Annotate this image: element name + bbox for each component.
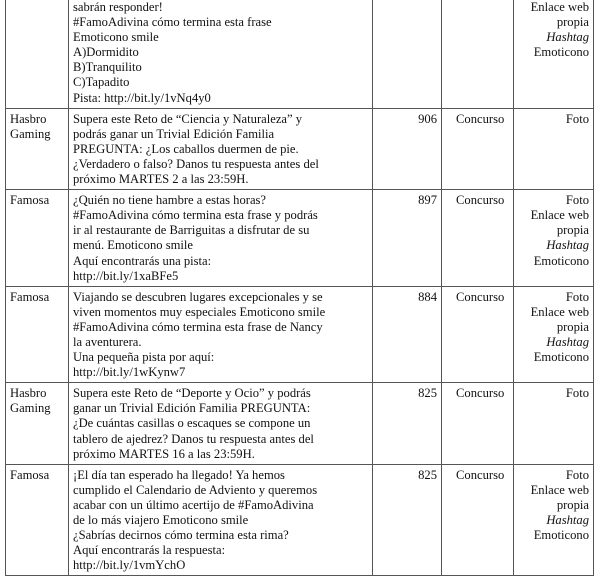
post-type-cell: Concurso — [442, 383, 514, 464]
format-item: Hashtag — [546, 30, 589, 45]
format-item: Foto — [565, 289, 589, 304]
post-text-line: sabrán responder! — [73, 0, 163, 14]
post-type-cell: Concurso — [442, 190, 514, 287]
post-text-line: Emoticono smile — [73, 30, 159, 45]
post-text-line: de lo más viajero Emoticono smile — [73, 513, 249, 527]
brand-name: Famosa — [10, 467, 50, 482]
table-row — [6, 464, 594, 576]
post-text-line: http://bit.ly/1xaBFe5 — [73, 268, 179, 283]
post-type-cell: Concurso — [442, 108, 514, 189]
post-text-line: PREGUNTA: ¿Los caballos duermen de pie. — [73, 141, 299, 156]
format-item: Foto — [565, 386, 589, 401]
format-item: Hashtag — [546, 238, 589, 253]
format-cell — [514, 190, 594, 287]
post-text-line: #FamoAdivina cómo termina esta frase y podrás — [73, 208, 318, 223]
format-item: propia — [556, 15, 589, 30]
interactions-cell: 825 — [373, 383, 442, 464]
brand-name: Gaming — [10, 126, 51, 141]
interactions-cell — [373, 0, 442, 108]
post-text-line: tablero de ajedrez? Danos tu respuesta antes del — [73, 431, 314, 446]
post-text-line: Aquí encontrarás la respuesta: — [73, 543, 226, 558]
post-text-line: viven momentos muy especiales Emoticono smile — [73, 304, 326, 319]
format-cell — [514, 0, 594, 108]
post-text-cell — [69, 383, 373, 464]
post-text-line: #FamoAdivina cómo termina esta frase — [73, 15, 272, 30]
post-text-line: B)Tranquilito — [73, 60, 142, 75]
post-text-line: ganar un Trivial Edición Familia PREGUNTA: — [73, 401, 311, 416]
format-item: Emoticono — [533, 350, 589, 365]
post-text-line: cumplido el Calendario de Adviento y queremos — [73, 482, 318, 497]
table-row — [6, 0, 594, 108]
format-item: Hashtag — [546, 334, 589, 349]
format-item: propia — [556, 223, 589, 238]
post-text-line: Aquí encontrarás una pista: — [73, 253, 212, 268]
post-text-line: A)Dormidito — [73, 45, 139, 60]
posts-table-body — [6, 0, 594, 576]
format-item: propia — [556, 319, 589, 334]
post-type-cell — [442, 0, 514, 108]
table-row — [6, 286, 594, 383]
post-text-line: ¿Sabrías decirnos cómo termina esta rima? — [73, 528, 289, 543]
post-text-line: acabar con un último acertijo de #FamoAdivina — [73, 497, 314, 512]
format-cell — [514, 286, 594, 383]
brand-name: Hasbro — [10, 111, 47, 126]
post-text-cell — [69, 0, 373, 108]
format-item: Enlace web — [530, 208, 589, 223]
brand-cell — [6, 286, 69, 383]
format-cell — [514, 464, 594, 576]
post-text-line: #FamoAdivina cómo termina esta frase de Nancy — [73, 319, 323, 334]
post-text-cell — [69, 108, 373, 189]
interactions-cell: 884 — [373, 286, 442, 383]
brand-cell — [6, 190, 69, 287]
post-text-line: ¡El día tan esperado ha llegado! Ya hemos — [73, 467, 285, 482]
format-item: propia — [556, 497, 589, 512]
format-item: Foto — [565, 193, 589, 208]
post-text-line: próximo MARTES 16 a las 23:59H. — [73, 446, 255, 461]
format-item: Foto — [565, 467, 589, 482]
post-text-line: podrás ganar un Trivial Edición Familia — [73, 126, 275, 141]
post-text-line: http://bit.ly/1wKynw7 — [73, 365, 186, 380]
brand-cell — [6, 0, 69, 108]
post-text-line: ir al restaurante de Barriguitas a disfrutar de su — [73, 223, 310, 238]
posts-table — [5, 0, 594, 576]
table-row — [6, 190, 594, 287]
post-text-cell — [69, 286, 373, 383]
post-text-line: Pista: http://bit.ly/1vNq4y0 — [73, 90, 211, 105]
post-text-line: Supera este Reto de “Deporte y Ocio” y podrás — [73, 386, 311, 401]
brand-cell — [6, 108, 69, 189]
post-text-line: ¿De cuántas casillas o escaques se compone un — [73, 416, 311, 431]
format-item: Emoticono — [533, 45, 589, 60]
post-type-cell: Concurso — [442, 286, 514, 383]
post-text-cell — [69, 464, 373, 576]
interactions-cell: 906 — [373, 108, 442, 189]
post-text-line: Una pequeña pista por aquí: — [73, 350, 215, 365]
post-text-line: ¿Verdadero o falso? Danos tu respuesta antes del — [73, 156, 319, 171]
brand-cell — [6, 464, 69, 576]
brand-name: Gaming — [10, 401, 51, 416]
post-text-line: menú. Emoticono smile — [73, 238, 193, 253]
interactions-cell: 897 — [373, 190, 442, 287]
interactions-cell: 825 — [373, 464, 442, 576]
brand-name: Famosa — [10, 289, 50, 304]
format-item: Hashtag — [546, 513, 589, 527]
post-text-line: la aventurera. — [73, 334, 142, 349]
format-item: Emoticono — [533, 528, 589, 543]
brand-name: Famosa — [10, 193, 50, 208]
post-text-line: http://bit.ly/1vmYchO — [73, 558, 186, 573]
table-row — [6, 383, 594, 464]
post-text-line: próximo MARTES 2 a las 23:59H. — [73, 172, 249, 187]
format-cell — [514, 383, 594, 464]
format-item: Emoticono — [533, 253, 589, 268]
post-text-line: C)Tapadito — [73, 75, 130, 90]
table-row — [6, 108, 594, 189]
post-text-line: Supera este Reto de “Ciencia y Naturaleza” y — [73, 111, 303, 126]
post-text-line: ¿Quién no tiene hambre a estas horas? — [73, 193, 267, 208]
format-item: Enlace web — [530, 304, 589, 319]
post-type-cell: Concurso — [442, 464, 514, 576]
brand-name: Hasbro — [10, 386, 47, 401]
brand-cell — [6, 383, 69, 464]
post-text-cell — [69, 190, 373, 287]
format-cell — [514, 108, 594, 189]
format-item: Enlace web — [530, 482, 589, 497]
format-item: Enlace web — [530, 0, 589, 14]
post-text-line: Viajando se descubren lugares excepcionales y se — [73, 289, 323, 304]
format-item: Foto — [565, 111, 589, 126]
